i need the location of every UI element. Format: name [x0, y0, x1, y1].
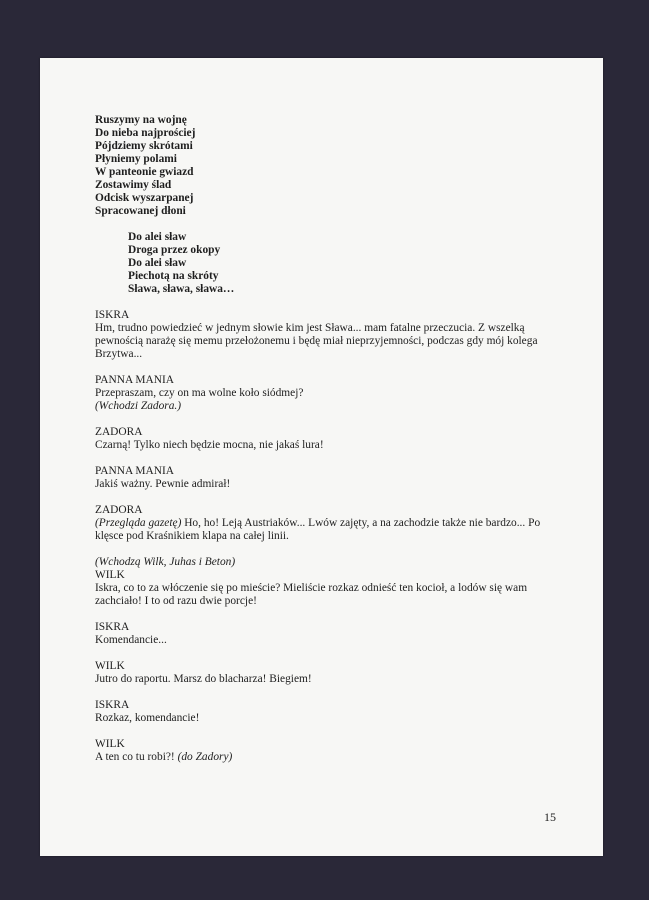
dialogue-block — [95, 699, 555, 725]
speaker-name: ISKRA — [95, 699, 130, 711]
dialogue-text: Komendancie... — [95, 634, 167, 646]
stage-direction: (do Zadory) — [177, 751, 233, 763]
dialogue-text: Czarną! Tylko niech będzie mocna, nie jakaś lura! — [95, 439, 324, 451]
dialogue-text-body: Ho, ho! Leją Austriaków... Lwów zajęty, a na zachodzie także nie bardzo... Po klęsce pod Kraśnikiem klapa na całej linii. — [95, 517, 541, 542]
dialogue-block — [95, 621, 555, 647]
song-line: Spracowanej dłoni — [95, 205, 186, 217]
speaker-name: ISKRA — [95, 309, 130, 321]
song-line: Ruszymy na wojnę — [95, 114, 187, 126]
stage-direction: (Wchodzi Zadora.) — [95, 400, 182, 412]
dialogue-text: Hm, trudno powiedzieć w jednym słowie kim jest Sława... mam fatalne przeczucia. Z wszelką pewnością narażę się memu przełożonemu i będę miał nieprzyjemności, podczas gdy mój kolega Brzytwa... — [95, 322, 538, 360]
dialogue-block — [95, 465, 555, 491]
dialogue-text — [95, 517, 555, 543]
speaker-name: ZADORA — [95, 426, 143, 438]
dialogue-block — [95, 556, 555, 608]
dialogue-text: Rozkaz, komendancie! — [95, 712, 200, 724]
song-line: Pójdziemy skrótami — [95, 140, 193, 152]
speaker-name: PANNA MANIA — [95, 465, 175, 477]
song-verse — [95, 114, 555, 218]
dialogue-block — [95, 504, 555, 543]
script-page — [40, 58, 603, 856]
dialogue-text: Jakiś ważny. Pewnie admirał! — [95, 478, 231, 490]
stage-direction: (Przegląda gazetę) — [95, 517, 182, 529]
chorus-line: Do alei sław — [128, 257, 187, 269]
song-line: Odcisk wyszarpanej — [95, 192, 194, 204]
speaker-name: WILK — [95, 660, 125, 672]
song-chorus — [128, 231, 555, 296]
song-line: W panteonie gwiazd — [95, 166, 194, 178]
speaker-name: WILK — [95, 569, 125, 581]
dialogue-block — [95, 426, 555, 452]
speaker-name: WILK — [95, 738, 125, 750]
dialogue-block — [95, 738, 555, 764]
song-line: Płyniemy polami — [95, 153, 177, 165]
dialogue-text-body: A ten co tu robi?! — [95, 751, 178, 763]
dialogue-text — [95, 751, 555, 764]
dialogue-text: Przepraszam, czy on ma wolne koło siódmej? — [95, 387, 304, 399]
song-line: Do nieba najprościej — [95, 127, 196, 139]
page-number: 15 — [544, 810, 556, 824]
dialogue-text: Iskra, co to za włóczenie się po mieście? Mieliście rozkaz odnieść ten kocioł, a lodów się wam zachciało! I to od razu dwie porcje! — [95, 582, 528, 607]
chorus-line: Do alei sław — [128, 231, 187, 243]
dialogue-block — [95, 660, 555, 686]
stage-direction: (Wchodzą Wilk, Juhas i Beton) — [95, 556, 236, 568]
page-content — [95, 114, 555, 764]
speaker-name: ZADORA — [95, 504, 143, 516]
dialogue-block — [95, 374, 555, 413]
song-line: Zostawimy ślad — [95, 179, 172, 191]
dialogue-block — [95, 309, 555, 361]
speaker-name: ISKRA — [95, 621, 130, 633]
chorus-line: Piechotą na skróty — [128, 270, 219, 282]
chorus-line: Droga przez okopy — [128, 244, 221, 256]
dialogue-text: Jutro do raportu. Marsz do blacharza! Biegiem! — [95, 673, 312, 685]
chorus-line: Sława, sława, sława… — [128, 283, 235, 295]
speaker-name: PANNA MANIA — [95, 374, 175, 386]
